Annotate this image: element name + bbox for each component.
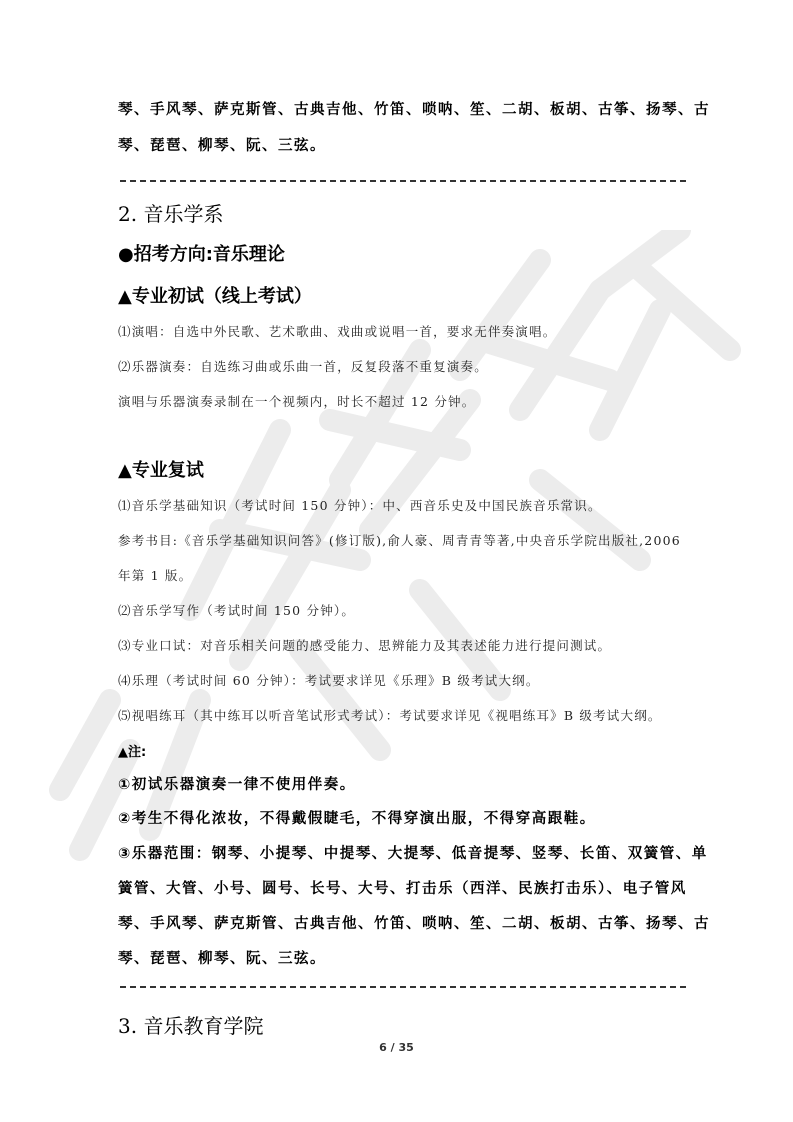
reference-book: 参考书目:《音乐学基础知识问答》(修订版),俞人豪、周青青等著,中央音乐学院出版社,2006: [118, 533, 681, 548]
reference-book-cont: 年第 1 版。: [118, 568, 193, 583]
section-title-music-education: 3. 音乐教育学院: [118, 1014, 264, 1038]
instrument-list-continuation-line1: 琴、手风琴、萨克斯管、古典吉他、竹笛、唢呐、笙、二胡、板胡、古筝、扬琴、古: [118, 102, 710, 118]
retest-item: ⑵音乐学写作（考试时间 150 分钟）。: [118, 603, 356, 618]
preliminary-item: ⑴演唱：自选中外民歌、艺术歌曲、戏曲或说唱一首，要求无伴奏演唱。: [118, 324, 557, 339]
retest-item: ⑸视唱练耳（其中练耳以听音笔试形式考试）：考试要求详见《视唱练耳》B 级考试大纲。: [118, 708, 662, 723]
note-item: ②考生不得化浓妆，不得戴假睫毛，不得穿演出服，不得穿高跟鞋。: [118, 811, 596, 827]
note-item-cont: 琴、琵琶、柳琴、阮、三弦。: [118, 951, 326, 967]
section-divider: [120, 986, 686, 988]
section-title-musicology: 2. 音乐学系: [118, 202, 224, 226]
preliminary-note: 演唱与乐器演奏录制在一个视频内，时长不超过 12 分钟。: [118, 394, 476, 409]
retest-item: ⑴音乐学基础知识（考试时间 150 分钟）：中、西音乐史及中国民族音乐常识。: [118, 498, 602, 513]
page-indicator: 6 / 35: [379, 1041, 414, 1054]
preliminary-exam-heading: ▲专业初试（线上考试）: [118, 286, 312, 307]
note-item: ③乐器范围：钢琴、小提琴、中提琴、大提琴、低音提琴、竖琴、长笛、双簧管、单: [118, 846, 708, 862]
note-item-cont: 琴、手风琴、萨克斯管、古典吉他、竹笛、唢呐、笙、二胡、板胡、古筝、扬琴、古: [118, 916, 710, 932]
notes-heading: ▲注:: [118, 745, 147, 760]
retest-heading: ▲专业复试: [118, 460, 204, 481]
section-divider: [120, 180, 686, 182]
preliminary-item: ⑵乐器演奏：自选练习曲或乐曲一首，反复段落不重复演奏。: [118, 359, 488, 374]
instrument-list-continuation-line2: 琴、琵琶、柳琴、阮、三弦。: [118, 138, 326, 154]
retest-item: ⑶专业口试：对音乐相关问题的感受能力、思辨能力及其表述能力进行提问测试。: [118, 638, 612, 653]
note-item-cont: 簧管、大管、小号、圆号、长号、大号、打击乐（西洋、民族打击乐）、电子管风: [118, 881, 687, 897]
admission-direction: ●招考方向:音乐理论: [118, 244, 285, 265]
note-item: ①初试乐器演奏一律不使用伴奏。: [118, 777, 356, 793]
retest-item: ⑷乐理（考试时间 60 分钟）：考试要求详见《乐理》B 级考试大纲。: [118, 673, 540, 688]
